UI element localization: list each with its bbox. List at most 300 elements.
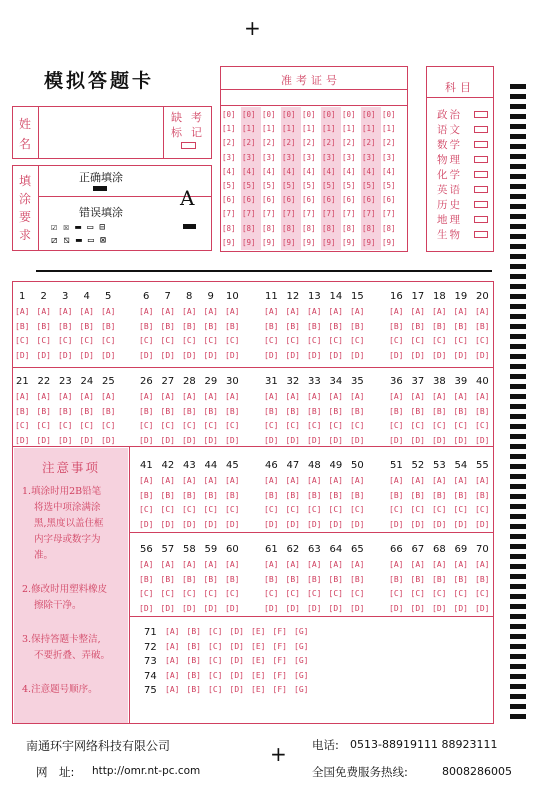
answer-option-bubble[interactable]: [C] [453,421,468,430]
answer-option-bubble[interactable]: [B] [182,406,197,416]
answer-option-bubble[interactable]: [A] [225,560,240,569]
answer-option-bubble[interactable]: [E] [251,627,266,636]
exam-digit-bubble[interactable]: [1] [282,124,296,134]
answer-option-bubble[interactable]: [B] [186,685,201,694]
answer-option-bubble[interactable]: [C] [139,421,154,430]
answer-option-bubble[interactable]: [B] [328,406,343,416]
answer-option-bubble[interactable]: [B] [410,574,425,584]
answer-option-bubble[interactable]: [C] [208,685,223,694]
answer-option-bubble[interactable]: [A] [182,560,197,569]
answer-option-bubble[interactable]: [A] [203,392,218,401]
exam-digit-bubble[interactable]: [5] [282,181,296,190]
subject-bubble[interactable] [474,201,488,208]
answer-option-bubble[interactable]: [C] [453,505,468,514]
answer-option-bubble[interactable]: [D] [225,350,240,360]
answer-option-bubble[interactable]: [E] [251,670,266,680]
answer-option-bubble[interactable]: [D] [453,435,468,445]
answer-option-bubble[interactable]: [C] [307,505,322,514]
answer-option-bubble[interactable]: [C] [58,336,73,345]
answer-option-bubble[interactable]: [A] [285,476,300,485]
answer-option-bubble[interactable]: [D] [139,435,154,445]
answer-option-bubble[interactable]: [A] [285,307,300,316]
answer-option-bubble[interactable]: [B] [328,574,343,584]
exam-digit-bubble[interactable]: [4] [362,166,376,176]
answer-option-bubble[interactable]: [B] [453,406,468,416]
answer-option-bubble[interactable]: [B] [328,321,343,331]
answer-option-bubble[interactable]: [D] [475,603,490,613]
answer-option-bubble[interactable]: [G] [294,627,309,636]
answer-option-bubble[interactable]: [D] [350,435,365,445]
answer-option-bubble[interactable]: [C] [139,589,154,598]
answer-option-bubble[interactable]: [C] [203,336,218,345]
answer-option-bubble[interactable]: [D] [160,350,175,360]
answer-option-bubble[interactable]: [A] [79,307,94,316]
answer-option-bubble[interactable]: [C] [225,336,240,345]
answer-option-bubble[interactable]: [C] [410,505,425,514]
answer-option-bubble[interactable]: [F] [272,627,287,636]
exam-digit-bubble[interactable]: [0] [362,110,376,119]
exam-digit-bubble[interactable]: [9] [382,237,396,247]
answer-option-bubble[interactable]: [A] [432,392,447,401]
exam-digit-bubble[interactable]: [8] [222,223,236,233]
answer-option-bubble[interactable]: [E] [251,641,266,651]
answer-option-bubble[interactable]: [D] [453,603,468,613]
exam-digit-bubble[interactable]: [1] [262,124,276,134]
exam-digit-bubble[interactable]: [8] [382,223,396,233]
answer-option-bubble[interactable]: [D] [307,350,322,360]
answer-option-bubble[interactable]: [A] [453,307,468,316]
exam-digit-bubble[interactable]: [9] [262,237,276,247]
answer-option-bubble[interactable]: [C] [328,505,343,514]
answer-option-bubble[interactable]: [D] [328,603,343,613]
answer-option-bubble[interactable]: [A] [36,392,51,401]
answer-option-bubble[interactable]: [C] [432,589,447,598]
subject-bubble[interactable] [474,156,488,163]
answer-option-bubble[interactable]: [A] [203,307,218,316]
answer-option-bubble[interactable]: [C] [225,589,240,598]
answer-option-bubble[interactable]: [B] [15,406,30,416]
answer-option-bubble[interactable]: [B] [160,574,175,584]
exam-digit-bubble[interactable]: [5] [362,181,376,190]
answer-option-bubble[interactable]: [C] [139,336,154,345]
exam-digit-bubble[interactable]: [5] [322,181,336,190]
exam-digit-bubble[interactable]: [0] [342,110,356,119]
answer-option-bubble[interactable]: [D] [182,435,197,445]
answer-option-bubble[interactable]: [D] [15,435,30,445]
answer-option-bubble[interactable]: [A] [160,476,175,485]
answer-option-bubble[interactable]: [B] [475,321,490,331]
answer-option-bubble[interactable]: [B] [186,656,201,665]
answer-option-bubble[interactable]: [B] [328,490,343,500]
answer-option-bubble[interactable]: [B] [182,490,197,500]
answer-option-bubble[interactable]: [C] [208,656,223,665]
answer-option-bubble[interactable]: [B] [264,490,279,500]
exam-digit-bubble[interactable]: [8] [262,223,276,233]
answer-option-bubble[interactable]: [D] [410,435,425,445]
exam-digit-bubble[interactable]: [7] [242,209,256,219]
answer-option-bubble[interactable]: [C] [182,589,197,598]
answer-option-bubble[interactable]: [B] [285,321,300,331]
answer-option-bubble[interactable]: [B] [182,574,197,584]
exam-digit-bubble[interactable]: [2] [382,138,396,148]
answer-option-bubble[interactable]: [A] [453,392,468,401]
answer-option-bubble[interactable]: [G] [294,670,309,680]
exam-digit-bubble[interactable]: [9] [342,237,356,247]
answer-option-bubble[interactable]: [A] [160,392,175,401]
answer-option-bubble[interactable]: [B] [139,406,154,416]
exam-digit-bubble[interactable]: [2] [302,138,316,148]
answer-option-bubble[interactable]: [B] [453,321,468,331]
exam-digit-bubble[interactable]: [1] [242,124,256,134]
answer-option-bubble[interactable]: [B] [139,490,154,500]
answer-option-bubble[interactable]: [D] [432,350,447,360]
answer-option-bubble[interactable]: [D] [432,435,447,445]
answer-option-bubble[interactable]: [A] [328,560,343,569]
answer-option-bubble[interactable]: [A] [79,392,94,401]
exam-digit-bubble[interactable]: [6] [282,195,296,205]
exam-digit-bubble[interactable]: [6] [342,195,356,205]
answer-option-bubble[interactable]: [D] [350,519,365,529]
exam-digit-bubble[interactable]: [4] [382,166,396,176]
answer-option-bubble[interactable]: [C] [389,589,404,598]
answer-option-bubble[interactable]: [D] [307,519,322,529]
answer-option-bubble[interactable]: [D] [389,603,404,613]
exam-digit-bubble[interactable]: [4] [302,166,316,176]
exam-digit-bubble[interactable]: [7] [382,209,396,219]
answer-option-bubble[interactable]: [C] [475,589,490,598]
answer-option-bubble[interactable]: [C] [101,421,116,430]
answer-option-bubble[interactable]: [D] [453,350,468,360]
answer-option-bubble[interactable]: [A] [475,560,490,569]
answer-option-bubble[interactable]: [B] [160,321,175,331]
answer-option-bubble[interactable]: [C] [225,421,240,430]
exam-digit-bubble[interactable]: [1] [322,124,336,134]
answer-option-bubble[interactable]: [D] [264,519,279,529]
answer-option-bubble[interactable]: [D] [225,435,240,445]
exam-digit-bubble[interactable]: [7] [362,209,376,219]
answer-option-bubble[interactable]: [C] [139,505,154,514]
answer-option-bubble[interactable]: [A] [350,307,365,316]
answer-option-bubble[interactable]: [B] [432,574,447,584]
answer-option-bubble[interactable]: [D] [203,603,218,613]
answer-option-bubble[interactable]: [E] [251,685,266,694]
answer-option-bubble[interactable]: [A] [350,392,365,401]
answer-option-bubble[interactable]: [C] [101,336,116,345]
answer-option-bubble[interactable]: [A] [307,560,322,569]
exam-digit-bubble[interactable]: [0] [282,110,296,119]
answer-option-bubble[interactable]: [A] [203,476,218,485]
exam-digit-bubble[interactable]: [7] [302,209,316,219]
answer-option-bubble[interactable]: [C] [15,421,30,430]
answer-option-bubble[interactable]: [D] [264,603,279,613]
answer-option-bubble[interactable]: [B] [432,406,447,416]
answer-option-bubble[interactable]: [B] [101,406,116,416]
answer-option-bubble[interactable]: [G] [294,656,309,665]
exam-digit-bubble[interactable]: [4] [222,166,236,176]
answer-option-bubble[interactable]: [B] [225,490,240,500]
answer-option-bubble[interactable]: [D] [182,519,197,529]
answer-option-bubble[interactable]: [A] [453,560,468,569]
answer-option-bubble[interactable]: [C] [432,505,447,514]
answer-option-bubble[interactable]: [A] [389,476,404,485]
answer-option-bubble[interactable]: [A] [203,560,218,569]
exam-digit-bubble[interactable]: [9] [222,237,236,247]
answer-option-bubble[interactable]: [C] [160,589,175,598]
answer-option-bubble[interactable]: [B] [475,406,490,416]
exam-digit-bubble[interactable]: [9] [362,237,376,247]
answer-option-bubble[interactable]: [C] [410,589,425,598]
answer-option-bubble[interactable]: [A] [350,560,365,569]
answer-option-bubble[interactable]: [A] [165,641,180,651]
answer-option-bubble[interactable]: [C] [79,336,94,345]
exam-digit-bubble[interactable]: [7] [222,209,236,219]
exam-digit-bubble[interactable]: [6] [262,195,276,205]
answer-option-bubble[interactable]: [D] [432,519,447,529]
answer-option-bubble[interactable]: [D] [350,350,365,360]
exam-digit-bubble[interactable]: [3] [222,152,236,162]
answer-option-bubble[interactable]: [C] [264,336,279,345]
answer-option-bubble[interactable]: [D] [410,519,425,529]
answer-option-bubble[interactable]: [A] [285,560,300,569]
exam-digit-bubble[interactable]: [5] [222,181,236,190]
website-url[interactable]: http://omr.nt-pc.com [92,765,201,777]
answer-option-bubble[interactable]: [C] [350,589,365,598]
answer-option-bubble[interactable]: [A] [182,307,197,316]
exam-digit-bubble[interactable]: [5] [302,181,316,190]
answer-option-bubble[interactable]: [A] [139,560,154,569]
answer-option-bubble[interactable]: [C] [328,589,343,598]
answer-option-bubble[interactable]: [D] [389,350,404,360]
answer-option-bubble[interactable]: [D] [203,519,218,529]
answer-option-bubble[interactable]: [D] [182,350,197,360]
answer-option-bubble[interactable]: [D] [432,603,447,613]
subject-bubble[interactable] [474,171,488,178]
answer-option-bubble[interactable]: [B] [350,574,365,584]
answer-option-bubble[interactable]: [D] [15,350,30,360]
answer-option-bubble[interactable]: [B] [410,490,425,500]
answer-option-bubble[interactable]: [D] [79,435,94,445]
answer-option-bubble[interactable]: [C] [264,505,279,514]
answer-option-bubble[interactable]: [A] [15,392,30,401]
answer-option-bubble[interactable]: [D] [160,603,175,613]
answer-option-bubble[interactable]: [C] [453,589,468,598]
answer-option-bubble[interactable]: [B] [475,490,490,500]
answer-option-bubble[interactable]: [A] [101,307,116,316]
answer-option-bubble[interactable]: [D] [410,603,425,613]
name-box[interactable] [12,106,212,159]
answer-option-bubble[interactable]: [D] [328,519,343,529]
answer-option-bubble[interactable]: [D] [139,603,154,613]
answer-option-bubble[interactable]: [C] [203,421,218,430]
answer-option-bubble[interactable]: [C] [208,627,223,636]
exam-digit-bubble[interactable]: [0] [262,110,276,119]
answer-option-bubble[interactable]: [B] [410,321,425,331]
answer-option-bubble[interactable]: [C] [350,336,365,345]
answer-option-bubble[interactable]: [C] [182,505,197,514]
answer-option-bubble[interactable]: [C] [389,505,404,514]
answer-option-bubble[interactable]: [C] [264,421,279,430]
exam-digit-bubble[interactable]: [4] [282,166,296,176]
subject-bubble[interactable] [474,141,488,148]
answer-option-bubble[interactable]: [A] [432,307,447,316]
exam-digit-bubble[interactable]: [2] [242,138,256,148]
exam-digit-bubble[interactable]: [3] [242,152,256,162]
answer-option-bubble[interactable]: [A] [101,392,116,401]
exam-digit-bubble[interactable]: [6] [242,195,256,205]
answer-option-bubble[interactable]: [A] [15,307,30,316]
answer-option-bubble[interactable]: [A] [410,307,425,316]
answer-option-bubble[interactable]: [C] [432,421,447,430]
answer-option-bubble[interactable]: [C] [182,336,197,345]
answer-option-bubble[interactable]: [A] [139,392,154,401]
answer-option-bubble[interactable]: [A] [328,476,343,485]
answer-option-bubble[interactable]: [B] [285,406,300,416]
answer-option-bubble[interactable]: [C] [410,336,425,345]
answer-option-bubble[interactable]: [D] [264,435,279,445]
answer-option-bubble[interactable]: [B] [410,406,425,416]
answer-option-bubble[interactable]: [C] [475,421,490,430]
answer-option-bubble[interactable]: [B] [225,321,240,331]
answer-option-bubble[interactable]: [C] [208,670,223,680]
answer-option-bubble[interactable]: [B] [285,490,300,500]
exam-digit-bubble[interactable]: [6] [222,195,236,205]
answer-option-bubble[interactable]: [D] [307,603,322,613]
answer-option-bubble[interactable]: [B] [389,490,404,500]
answer-option-bubble[interactable]: [B] [36,321,51,331]
answer-option-bubble[interactable]: [A] [165,685,180,694]
answer-option-bubble[interactable]: [D] [410,350,425,360]
exam-digit-bubble[interactable]: [5] [242,181,256,190]
exam-digit-bubble[interactable]: [1] [342,124,356,134]
answer-option-bubble[interactable]: [D] [285,350,300,360]
exam-digit-bubble[interactable]: [3] [282,152,296,162]
exam-digit-bubble[interactable]: [8] [342,223,356,233]
answer-option-bubble[interactable]: [A] [160,560,175,569]
exam-digit-bubble[interactable]: [7] [322,209,336,219]
exam-digit-bubble[interactable]: [8] [362,223,376,233]
answer-option-bubble[interactable]: [G] [294,641,309,651]
answer-option-bubble[interactable]: [D] [389,435,404,445]
answer-option-bubble[interactable]: [A] [432,476,447,485]
exam-digit-bubble[interactable]: [4] [322,166,336,176]
answer-option-bubble[interactable]: [B] [186,641,201,651]
answer-option-bubble[interactable]: [C] [203,505,218,514]
answer-option-bubble[interactable]: [C] [208,641,223,651]
answer-option-bubble[interactable]: [D] [307,435,322,445]
answer-option-bubble[interactable]: [C] [203,589,218,598]
answer-option-bubble[interactable]: [A] [139,307,154,316]
answer-option-bubble[interactable]: [B] [15,321,30,331]
exam-digit-bubble[interactable]: [8] [322,223,336,233]
answer-option-bubble[interactable]: [B] [101,321,116,331]
exam-digit-bubble[interactable]: [3] [342,152,356,162]
answer-option-bubble[interactable]: [A] [328,307,343,316]
answer-option-bubble[interactable]: [B] [264,321,279,331]
answer-option-bubble[interactable]: [B] [203,321,218,331]
exam-digit-bubble[interactable]: [8] [302,223,316,233]
answer-option-bubble[interactable]: [A] [165,627,180,636]
answer-option-bubble[interactable]: [A] [165,656,180,665]
answer-option-bubble[interactable]: [C] [475,505,490,514]
answer-option-bubble[interactable]: [A] [432,560,447,569]
exam-digit-bubble[interactable]: [5] [342,181,356,190]
exam-digit-bubble[interactable]: [6] [362,195,376,205]
exam-digit-bubble[interactable]: [5] [382,181,396,190]
paper-type-mark[interactable] [183,224,196,229]
exam-digit-bubble[interactable]: [9] [282,237,296,247]
answer-option-bubble[interactable]: [A] [328,392,343,401]
answer-option-bubble[interactable]: [C] [307,589,322,598]
answer-option-bubble[interactable]: [D] [101,350,116,360]
answer-option-bubble[interactable]: [C] [285,421,300,430]
answer-option-bubble[interactable]: [B] [432,321,447,331]
answer-option-bubble[interactable]: [A] [475,392,490,401]
exam-digit-bubble[interactable]: [3] [262,152,276,162]
answer-option-bubble[interactable]: [B] [350,490,365,500]
answer-option-bubble[interactable]: [A] [264,560,279,569]
exam-digit-bubble[interactable]: [3] [382,152,396,162]
answer-option-bubble[interactable]: [B] [264,574,279,584]
subject-bubble[interactable] [474,111,488,118]
answer-option-bubble[interactable]: [A] [182,392,197,401]
answer-option-bubble[interactable]: [B] [453,490,468,500]
answer-option-bubble[interactable]: [D] [229,685,244,694]
answer-option-bubble[interactable]: [A] [307,476,322,485]
answer-option-bubble[interactable]: [A] [410,476,425,485]
answer-option-bubble[interactable]: [D] [225,603,240,613]
subject-bubble[interactable] [474,231,488,238]
answer-option-bubble[interactable]: [B] [350,406,365,416]
answer-option-bubble[interactable]: [B] [79,406,94,416]
answer-option-bubble[interactable]: [C] [432,336,447,345]
answer-option-bubble[interactable]: [A] [475,307,490,316]
answer-option-bubble[interactable]: [D] [328,435,343,445]
exam-digit-bubble[interactable]: [1] [302,124,316,134]
exam-digit-bubble[interactable]: [0] [222,110,236,119]
exam-digit-bubble[interactable]: [2] [322,138,336,148]
answer-option-bubble[interactable]: [A] [165,670,180,680]
answer-option-bubble[interactable]: [B] [475,574,490,584]
answer-option-bubble[interactable]: [D] [264,350,279,360]
answer-option-bubble[interactable]: [B] [307,490,322,500]
exam-digit-bubble[interactable]: [2] [222,138,236,148]
answer-option-bubble[interactable]: [D] [475,519,490,529]
answer-option-bubble[interactable]: [C] [160,336,175,345]
answer-option-bubble[interactable]: [C] [225,505,240,514]
answer-option-bubble[interactable]: [D] [203,350,218,360]
subject-bubble[interactable] [474,186,488,193]
subject-bubble[interactable] [474,126,488,133]
answer-option-bubble[interactable]: [A] [36,307,51,316]
answer-option-bubble[interactable]: [D] [139,519,154,529]
exam-digit-bubble[interactable]: [4] [342,166,356,176]
answer-option-bubble[interactable]: [D] [79,350,94,360]
answer-option-bubble[interactable]: [A] [182,476,197,485]
answer-option-bubble[interactable]: [C] [264,589,279,598]
answer-option-bubble[interactable]: [E] [251,656,266,665]
exam-digit-bubble[interactable]: [3] [302,152,316,162]
answer-option-bubble[interactable]: [A] [307,307,322,316]
answer-option-bubble[interactable]: [D] [285,435,300,445]
exam-digit-bubble[interactable]: [6] [302,195,316,205]
answer-option-bubble[interactable]: [A] [307,392,322,401]
exam-digit-bubble[interactable]: [6] [322,195,336,205]
answer-option-bubble[interactable]: [A] [389,560,404,569]
answer-option-bubble[interactable]: [A] [264,476,279,485]
answer-option-bubble[interactable]: [C] [58,421,73,430]
answer-option-bubble[interactable]: [D] [350,603,365,613]
answer-option-bubble[interactable]: [D] [58,435,73,445]
